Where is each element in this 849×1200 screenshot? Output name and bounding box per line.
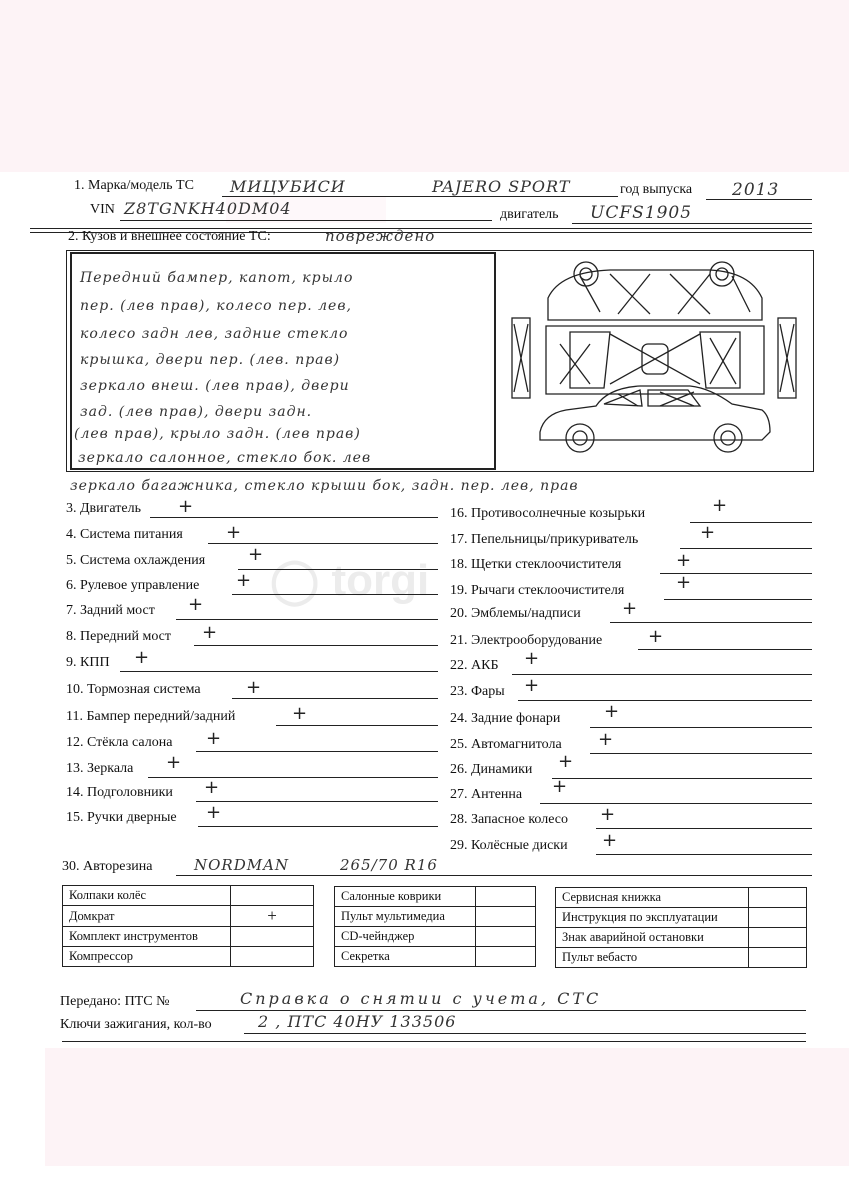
table-cell-mark: [749, 888, 807, 908]
table-row: [556, 908, 807, 928]
top-redaction: [0, 0, 849, 172]
check-mark: +: [248, 544, 264, 565]
check-mark: +: [134, 647, 150, 668]
table-cell: Пульт вебасто: [556, 948, 749, 968]
table-cell: Пульт мультимедиа: [335, 907, 476, 927]
check-item: 23. Фары: [450, 684, 505, 699]
check-mark: +: [292, 703, 308, 724]
check-item: 14. Подголовники: [66, 785, 173, 800]
table-cell: Домкрат: [63, 906, 231, 927]
check-item: 24. Задние фонари: [450, 711, 561, 726]
table-row: [63, 947, 314, 967]
check-mark: +: [598, 729, 614, 750]
table-cell: Секретка: [335, 947, 476, 967]
table-cell-mark: [476, 927, 536, 947]
accessories-table-2: [334, 886, 536, 967]
table-row: [556, 948, 807, 968]
year-label: год выпуска: [620, 182, 693, 197]
body-inline-note: повреждено: [325, 227, 436, 245]
table-cell-mark: [749, 948, 807, 968]
check-item: 19. Рычаги стеклоочистителя: [450, 583, 625, 598]
table-row: [63, 927, 314, 947]
note-line: зеркало салонное, стекло бок. лев: [78, 450, 372, 466]
pts-label: Передано: ПТС №: [60, 994, 170, 1009]
table-cell-mark: [749, 908, 807, 928]
table-cell-mark: +: [231, 906, 314, 927]
check-item: 4. Система питания: [66, 527, 183, 542]
check-item: 12. Стёкла салона: [66, 735, 173, 750]
check-item: 27. Антенна: [450, 787, 523, 802]
keys-value: 2 , ПТС 40НУ 133506: [258, 1012, 457, 1031]
check-mark: +: [206, 802, 222, 823]
engine-label: двигатель: [500, 207, 559, 222]
note-line: пер. (лев прав), колесо пер. лев,: [80, 298, 352, 314]
check-mark: +: [204, 777, 220, 798]
check-item: 9. КПП: [66, 655, 110, 670]
check-item: 6. Рулевое управление: [66, 578, 200, 593]
check-item: 18. Щетки стеклоочистителя: [450, 557, 622, 572]
check-item: 10. Тормозная система: [66, 682, 201, 697]
table-row: [556, 888, 807, 908]
check-mark: +: [524, 648, 540, 669]
table-row: [335, 887, 536, 907]
table-row: [63, 906, 314, 927]
table-cell: Комплект инструментов: [63, 927, 231, 947]
check-item: 25. Автомагнитола: [450, 737, 562, 752]
check-item: 7. Задний мост: [66, 603, 155, 618]
check-mark: +: [226, 522, 242, 543]
check-item: 21. Электрооборудование: [450, 633, 603, 648]
note-line: (лев прав), крыло задн. (лев прав): [74, 426, 361, 442]
check-item: 13. Зеркала: [66, 761, 134, 776]
table-cell: Инструкция по эксплуатации: [556, 908, 749, 928]
table-cell: CD-чейнджер: [335, 927, 476, 947]
table-cell: Компрессор: [63, 947, 231, 967]
year-value: 2013: [732, 180, 780, 200]
check-mark: +: [558, 751, 574, 772]
check-mark: +: [206, 728, 222, 749]
table-cell-mark: [231, 947, 314, 967]
check-mark: +: [552, 776, 568, 797]
check-item: 5. Система охлаждения: [66, 553, 206, 568]
check-item: 17. Пепельницы/прикуриватель: [450, 532, 639, 547]
note-line: Передний бампер, капот, крыло: [80, 270, 354, 286]
table-cell-mark: [231, 927, 314, 947]
vin-value: Z8TGNKH40DM04: [124, 199, 292, 218]
check-item: 29. Колёсные диски: [450, 838, 568, 853]
body-section-label: 2. Кузов и внешнее состояние ТС:: [68, 229, 271, 244]
check-mark: +: [202, 622, 218, 643]
table-row: [335, 927, 536, 947]
model-value: PAJERO SPORT: [432, 177, 571, 196]
table-cell-mark: [749, 928, 807, 948]
watermark: ◯ torgi: [270, 556, 430, 605]
check-mark: +: [524, 675, 540, 696]
table-cell: Салонные коврики: [335, 887, 476, 907]
note-line: крышка, двери пер. (лев. прав): [80, 352, 341, 368]
table-row: [335, 947, 536, 967]
check-mark: +: [188, 594, 204, 615]
make-value: МИЦУБИСИ: [230, 177, 346, 196]
note-line: колесо задн лев, задние стекло: [80, 326, 349, 342]
check-mark: +: [600, 804, 616, 825]
vin-label: VIN: [90, 202, 115, 217]
tires-label: 30. Авторезина: [62, 859, 153, 874]
table-cell-mark: [476, 947, 536, 967]
check-mark: +: [712, 495, 728, 516]
make-label: 1. Марка/модель ТС: [74, 178, 194, 193]
table-cell: Сервисная книжка: [556, 888, 749, 908]
check-item: 20. Эмблемы/надписи: [450, 606, 581, 621]
check-item: 28. Запасное колесо: [450, 812, 569, 827]
check-item: 11. Бампер передний/задний: [66, 709, 236, 724]
accessories-table-1: [62, 885, 314, 967]
tires-brand: NORDMAN: [194, 856, 290, 874]
check-item: 3. Двигатель: [66, 501, 141, 516]
keys-label: Ключи зажигания, кол-во: [60, 1017, 212, 1032]
table-cell: Колпаки колёс: [63, 886, 231, 906]
car-damage-diagram: [500, 254, 808, 466]
check-mark: +: [602, 830, 618, 851]
tires-size: 265/70 R16: [340, 856, 438, 874]
check-item: 26. Динамики: [450, 762, 533, 777]
note-line: зеркало внеш. (лев прав), двери: [80, 378, 350, 394]
check-mark: +: [236, 570, 252, 591]
check-mark: +: [676, 550, 692, 571]
note-line: зад. (лев прав), двери задн.: [80, 404, 313, 420]
check-mark: +: [622, 598, 638, 619]
check-item: 22. АКБ: [450, 658, 499, 673]
table-row: [556, 928, 807, 948]
table-row: [335, 907, 536, 927]
check-mark: +: [648, 626, 664, 647]
check-mark: +: [676, 572, 692, 593]
check-item: 16. Противосолнечные козырьки: [450, 506, 646, 521]
note-line-overflow: зеркало багажника, стекло крыши бок, задн. пер. лев, прав: [70, 478, 579, 494]
pts-value: Справка о снятии с учета, СТС: [240, 989, 602, 1008]
check-mark: +: [166, 752, 182, 773]
check-mark: +: [246, 677, 262, 698]
check-mark: +: [700, 522, 716, 543]
check-mark: +: [604, 701, 620, 722]
bottom-redaction: [45, 1048, 849, 1166]
accessories-table-3: [555, 887, 807, 968]
table-row: [63, 886, 314, 906]
engine-value: UCFS1905: [590, 203, 693, 223]
check-mark: +: [178, 496, 194, 517]
table-cell: Знак аварийной остановки: [556, 928, 749, 948]
check-item: 8. Передний мост: [66, 629, 171, 644]
table-cell-mark: [231, 886, 314, 906]
table-cell-mark: [476, 887, 536, 907]
check-item: 15. Ручки дверные: [66, 810, 177, 825]
table-cell-mark: [476, 907, 536, 927]
footer-rule: [62, 1041, 806, 1042]
